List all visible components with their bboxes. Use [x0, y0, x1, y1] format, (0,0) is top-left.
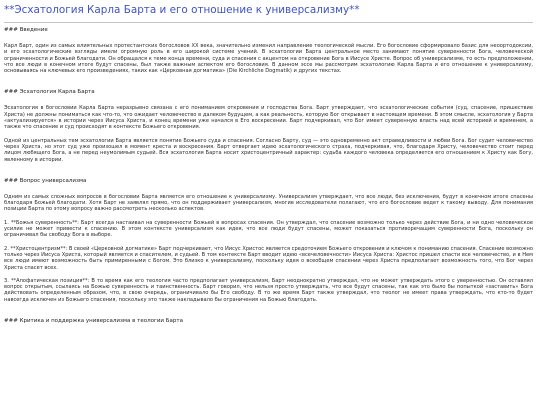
spacer [4, 303, 533, 318]
spacer [4, 213, 533, 220]
section-heading-introduction: ### Введение [4, 27, 48, 33]
spacer [4, 131, 533, 138]
spacer [4, 239, 533, 246]
paragraph-universalism-point-2: 2. **Христоцентризм**: В своей «Церковной догматике» Барт подчеркивает, что Иисус Христос является средоточием Божьего откровения и ключом к пониманию спасения. Спасение возможно только через Иисуса Христа, который является и спасителем, и судьей. В том контексте Барт вводит идею «всечеловечности» Иисуса Христа: Христос пришел спасти все человечество, и в Нем все люди имеют возможность быть примиренными с Богом. Это близко к универсализму, поскольку идея о всеобщем спасении через Христа предполагает возможность того, что Бог через Христа спасет всех. [4, 245, 533, 271]
paragraph-eschatology-2: Одной из центральных тем эсхатологии Барта является понятие Божьего суда и спасения. Согласно Барту, суд — это одновременно акт справедливости и любви Бога. Бог судит человечество через Христа, но этот суд уже произошел в момент креста и воскресения. Барт отвергает идею эсхатологического страха, подчеркивая, что, благодаря Христу, человечество стоит перед лицом любящего Бога, а не перед неумолимым судьей. Вся эсхатология Барта носит христоцентричный характер: судьба каждого человека определяется его отношением к Христу как Богу, явленному в истории. [4, 137, 533, 163]
spacer [4, 271, 533, 278]
paragraph-universalism-intro: Одним из самых сложных вопросов в богословии Барта является его отношение к универсализму. Универсализм утверждает, что все люди, без исключения, будут в конечном итоге спасены благодаря Божьей благодати. Хотя Барт не заявлял прямо, что он поддерживает универсализм, многие исследователи полагают, что его богословие ведет к такому выводу. Для понимания позиции Барта по этому вопросу важно рассмотреть несколько аспектов. [4, 193, 533, 213]
paragraph-universalism-point-3: 3. **Апофатическая позиция**: В то время как его теология часто предполагает универсализм, Барт неоднократно утверждал, что не может утверждать этого с уверенностью. Он оставлял вопрос открытым, ссылаясь на Божью суверенность и таинственность. Барт говорил, что нельзя просто утверждать, что все будут спасены, так как это было бы попыткой «заставить» Бога действовать определенным образом, что, в свою очередь, ограничивало бы Его свободу. В то же время Барт также утверждал, что теолог не имеет права утверждать, что кто-то будет навсегда исключен из Божьего спасения, поскольку это также накладывало бы ограничения на Божью благодать. [4, 277, 533, 303]
paragraph-introduction: Карл Барт, один из самых влиятельных протестантских богословов XX века, значительно изменил направление теологической мысли. Его богословие сформировало базис для неоортодоксии, и его эсхатологические взгляды имели огромную роль в его широкой системе учений. В эсхатологии Барта центральное место занимают понятие суверенности Бога, человеческой ограниченности и Божьей благодати. Он обращался к теме конца времени, суда и спасения с акцентом на откровение Бога в Иисусе Христе. Вопрос об универсализме, то есть предположении, что все люди в конечном итоге будут спасены, был также важным аспектом его богословия. В данном эссе мы рассмотрим эсхатологию Карла Барта и его отношение к универсализму, основываясь на ключевых его произведениях, таких как «Церковная догматика» (Die Kirchliche Dogmatik) и других текстах. [4, 43, 533, 75]
spacer [4, 74, 533, 89]
spacer [4, 163, 533, 178]
paragraph-universalism-point-1: 1. **Божья суверенность**: Барт всегда настаивал на суверенности Божьей в вопросах спасения. Он утверждал, что спасение возможно только через действие Бога, и ни одно человеческое усилие не может привести к спасению. В этом контексте универсализм как идея, что все люди будут спасены, может показаться противоречащим суверенности Бога, поскольку он ограничивал бы свободу Бога в выборе. [4, 219, 533, 239]
title-divider [4, 22, 533, 23]
section-heading-eschatology: ### Эсхатология Карла Барта [4, 89, 95, 96]
section-heading-universalism: ### Вопрос универсализма [4, 177, 87, 184]
document-title: **Эсхатология Карла Барта и его отношение к универсализму** [4, 4, 360, 16]
document [4, 4, 533, 325]
section-heading-criticism: ### Критика и поддержка универсализма в теологии Барта [4, 318, 183, 325]
paragraph-eschatology-1: Эсхатология в богословии Карла Барта неразрывно связана с его пониманием откровения и господства Бога. Барт утверждает, что эсхатологические события (суд, спасение, пришествие Христа) не должны пониматься как что-то, что ожидает человечество в далеком будущем, а как реальность, которую Бог открывает в настоящем времени. В этом смысле, эсхатология у Барта «актуализируется» в истории через Иисуса Христа, и конец времени уже начался в Его воскресении. Барт подчеркивал, что Бог имеет суверенную власть над всей историей и временем, а также что спасение и суд происходят в контексте Божьего откровения. [4, 105, 533, 131]
